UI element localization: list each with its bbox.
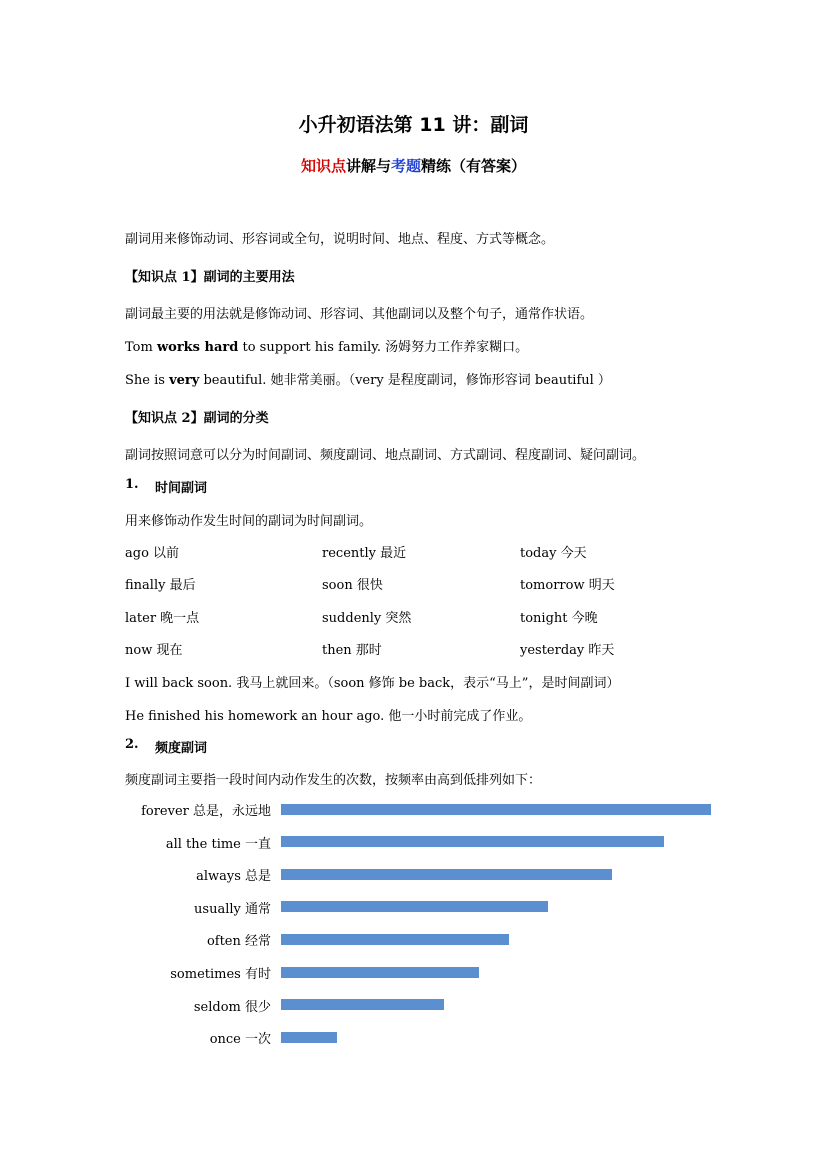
time-adverb-cell: later 晚一点 [125,611,200,626]
bar-label: once 一次 [209,1032,271,1048]
time-adverb-cell: suddenly 突然 [322,611,412,626]
bar [281,869,612,880]
time-adverbs-example-2: He finished his homework an hour ago. 他一小时前完成了作业。 [125,709,532,724]
time-adverb-cell: tonight 今晚 [520,611,598,626]
time-adverb-cell: tomorrow 明天 [520,578,615,593]
time-adverb-cell: soon 很快 [322,578,383,593]
time-adverb-cell: today 今天 [520,546,587,561]
section2-description: 副词按照词意可以分为时间副词、频度副词、地点副词、方式副词、程度副词、疑问副词。 [125,448,646,463]
frequency-bar-chart [0,795,827,1065]
time-adverb-cell: then 那时 [322,643,382,658]
example-keyword: works hard [156,340,239,355]
bar-label: seldom 很少 [193,999,271,1015]
example-text: She is [125,373,170,388]
subtitle-part-explain: 讲解与 [345,157,391,175]
section1-example-1 [125,336,528,355]
bar-label: often 经常 [206,934,271,950]
bar [281,836,664,847]
bar-label: always 总是 [196,869,271,885]
section1-example-2 [125,369,611,388]
time-adverbs-number: 1. [125,477,139,492]
time-adverb-cell: yesterday 昨天 [520,643,615,658]
example-text: beautiful. 她非常美丽。（very 是程度副词，修饰形容词 beautiful ） [199,373,611,388]
example-text: to support his family. 汤姆努力工作养家糊口。 [238,340,529,355]
subtitle-part-knowledge: 知识点 [300,157,346,175]
bar-label: sometimes 有时 [170,967,271,982]
page-title: 小升初语法第 11 讲：副词 [298,114,529,136]
bar-label: all the time 一直 [165,836,271,852]
time-adverbs-description: 用来修饰动作发生时间的副词为时间副词。 [125,514,373,529]
intro-paragraph: 副词用来修饰动词、形容词或全句，说明时间、地点、程度、方式等概念。 [125,232,555,247]
subtitle-part-exam: 考题 [391,157,422,175]
bar [281,967,479,978]
bar [281,934,509,945]
example-text: Tom [125,340,157,355]
time-adverbs-heading: 时间副词 [155,481,208,496]
section1-description: 副词最主要的用法就是修饰动词、形容词、其他副词以及整个句子，通常作状语。 [125,307,594,322]
section1-heading: 【知识点 1】副词的主要用法 [125,270,295,285]
time-adverbs-example-1: I will back soon. 我马上就回来。（soon 修饰 be back，表示“马上”，是时间副词） [125,676,620,691]
subtitle-part-practice: 精练（有答案） [421,157,527,175]
time-adverb-cell: finally 最后 [125,578,196,593]
time-adverb-cell: ago 以前 [125,546,180,561]
bar [281,1032,337,1043]
freq-adverbs-description: 频度副词主要指一段时间内动作发生的次数，按频率由高到低排列如下： [125,773,542,788]
section2-heading: 【知识点 2】副词的分类 [125,411,269,426]
bar [281,901,548,912]
freq-adverbs-number: 2. [125,737,139,752]
time-adverb-cell: recently 最近 [322,546,407,561]
example-keyword: very [169,373,200,388]
page-subtitle [0,155,827,176]
time-adverb-cell: now 现在 [125,643,183,658]
freq-adverbs-heading: 频度副词 [155,741,208,756]
bar [281,804,711,815]
bar-label: forever 总是，永远地 [141,804,271,819]
bar-label: usually 通常 [194,901,271,917]
bar [281,999,444,1010]
